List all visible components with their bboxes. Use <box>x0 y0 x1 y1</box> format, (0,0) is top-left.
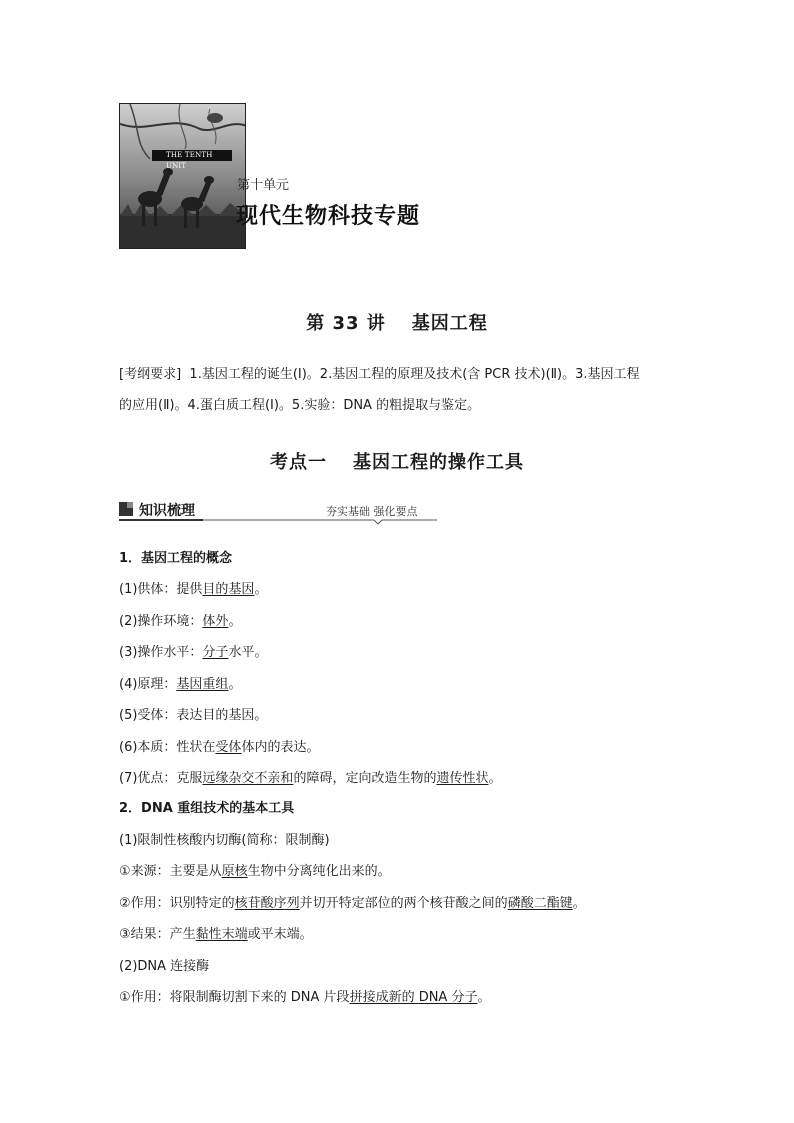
syllabus-requirements <box>119 359 679 421</box>
knowledge-bar-title: 知识梳理 <box>139 503 195 519</box>
list-item: (7)优点：克服远缘杂交不亲和的障碍，定向改造生物的遗传性状。 <box>119 771 502 786</box>
list-item: (1)供体：提供目的基因。 <box>119 582 268 597</box>
heading-tools: 2．DNA 重组技术的基本工具 <box>119 801 295 816</box>
list-item: (6)本质：性状在受体体内的表达。 <box>119 740 320 755</box>
deer-photo-illustration <box>120 104 246 249</box>
unit-english-band: THE TENTH UNIT <box>152 150 232 161</box>
lecture-name: 基因工程 <box>411 313 488 334</box>
unit-title: 现代生物科技专题 <box>236 204 421 229</box>
section-title <box>0 448 794 474</box>
unit-number: 第十单元 <box>237 178 290 193</box>
list-item: ②作用：识别特定的核苷酸序列并切开特定部位的两个核苷酸之间的磷酸二酯键。 <box>119 896 586 911</box>
syllabus-label: [考纲要求] <box>119 367 182 382</box>
list-item: (2)操作环境：体外。 <box>119 614 242 629</box>
list-item: ①来源：主要是从原核生物中分离纯化出来的。 <box>119 864 391 879</box>
knowledge-bar-subtitle: 夯实基础 强化要点 <box>326 505 418 518</box>
section-number: 考点一 <box>270 452 327 473</box>
list-item: (5)受体：表达目的基因。 <box>119 708 268 723</box>
knowledge-bar-underline <box>119 519 437 529</box>
list-item: ③结果：产生黏性末端或平末端。 <box>119 927 313 942</box>
syllabus-line-2: 的应用(Ⅱ)。4.蛋白质工程(Ⅰ)。5.实验：DNA 的粗提取与鉴定。 <box>119 398 481 413</box>
list-item: (3)操作水平：分子水平。 <box>119 645 268 660</box>
lecture-number: 第 33 讲 <box>306 313 386 334</box>
syllabus-line-1: 1.基因工程的诞生(Ⅰ)。2.基因工程的原理及技术(含 PCR 技术)(Ⅱ)。3.基因工程 <box>189 367 640 382</box>
heading-concept: 1．基因工程的概念 <box>119 551 233 566</box>
lecture-title <box>0 309 794 335</box>
knowledge-square-icon <box>119 502 133 516</box>
unit-cover-photo <box>119 103 246 249</box>
list-item: (2)DNA 连接酶 <box>119 959 210 974</box>
list-item: ①作用：将限制酶切割下来的 DNA 片段拼接成新的 DNA 分子。 <box>119 990 491 1005</box>
list-item: (1)限制性核酸内切酶(简称：限制酶) <box>119 833 330 848</box>
list-item: (4)原理：基因重组。 <box>119 677 242 692</box>
section-name: 基因工程的操作工具 <box>353 452 524 473</box>
